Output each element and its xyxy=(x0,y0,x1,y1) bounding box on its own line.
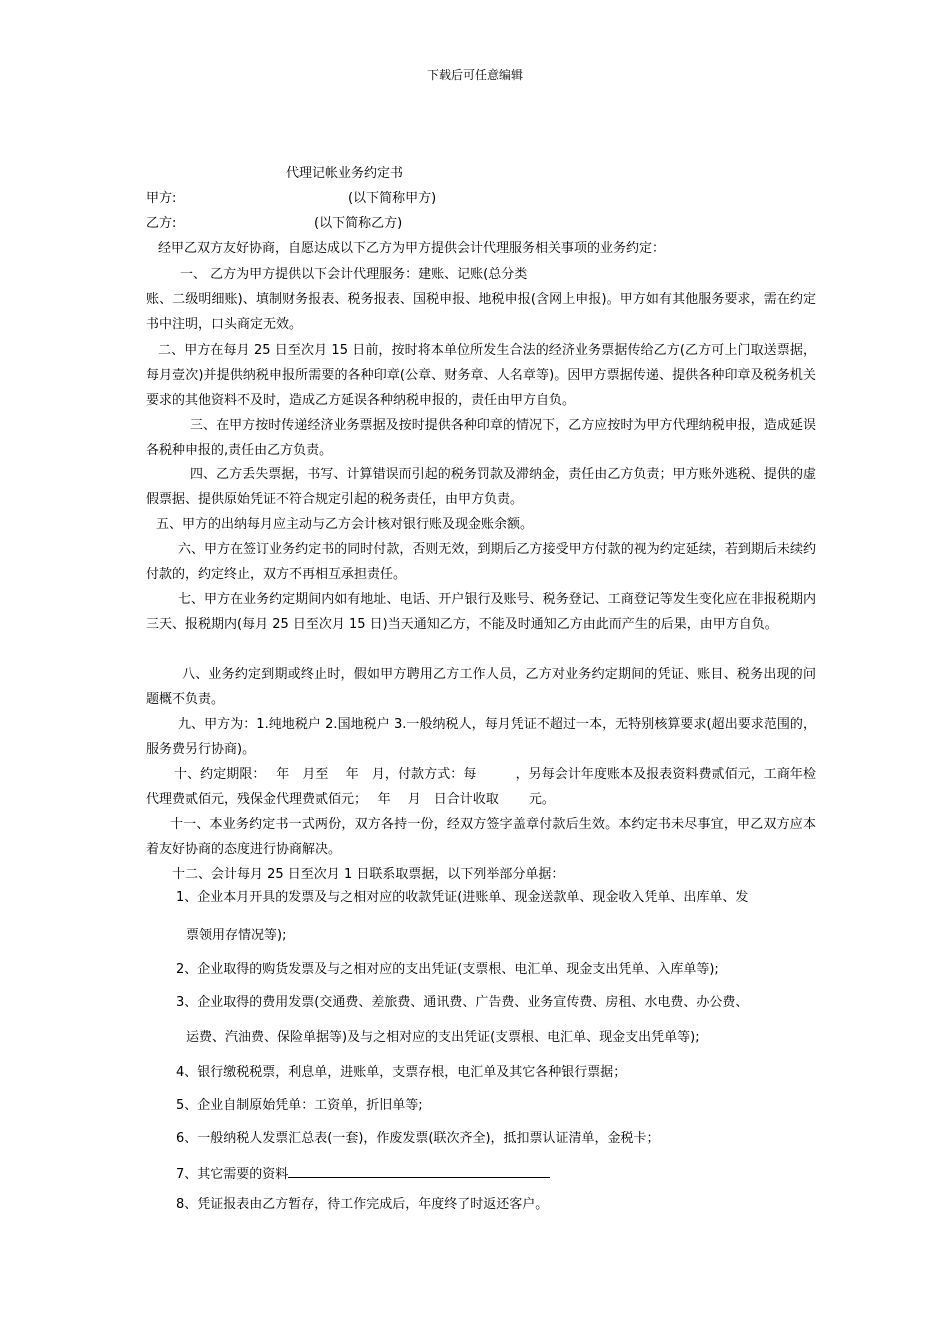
party-b-label: 乙方: xyxy=(146,216,177,231)
clause-7: 七、甲方在业务约定期间内如有地址、电话、开户银行及账号、税务登记、工商登记等发生变化应在非报税期内三天、报税期内(每月 25 日至次月 15 日)当天通知乙方，不能及时通知乙方由此而产生的后果，由甲方自负。 xyxy=(146,592,816,632)
clause-2: 二、甲方在每月 25 日至次月 15 日前，按时将本单位所发生合法的经济业务票据传给乙方(乙方可上门取送票据，每月壹次)并提供纳税申报所需要的各种印章(公章、财务章、人名章等)。因甲方票据传递、提供各种印章及税务机关要求的其他资料不及时，造成乙方延误各种纳税申报的，责任由甲方自负。 xyxy=(146,343,816,408)
document-title: 代理记帐业务约定书 xyxy=(286,166,404,181)
clause-10: 十、约定期限： 年 月至 年 月，付款方式：每 ，另每会计年度账本及报表资料费贰佰元，工商年检代理费贰佰元，残保金代理费贰佰元； 年 月 日合计收取 元。 xyxy=(146,767,816,807)
clause-9: 九、甲方为：1.纯地税户 2.国地税户 3.一般纳税人，每月凭证不超过一本，无特别核算要求(超出要求范围的，服务费另行协商)。 xyxy=(146,717,816,757)
item-3-line-2: 运费、汽油费、保险单据等)及与之相对应的支出凭证(支票根、电汇单、现金支出凭单等); xyxy=(186,1030,700,1045)
item-3-line-1: 3、企业取得的费用发票(交通费、差旅费、通讯费、广告费、业务宣传费、房租、水电费、办公费、 xyxy=(176,995,749,1010)
item-7-label: 7、其它需要的资料 xyxy=(176,1167,289,1182)
page-header: 下载后可任意编辑 xyxy=(426,68,523,82)
party-a-note: (以下简称甲方) xyxy=(348,191,437,206)
clause-4: 四、乙方丢失票据，书写、计算错误而引起的税务罚款及滞纳金，责任由乙方负责；甲方账外逃税、提供的虚假票据、提供原始凭证不符合规定引起的税务责任，由甲方负责。 xyxy=(146,467,816,507)
clause-3: 三、在甲方按时传递经济业务票据及按时提供各种印章的情况下，乙方应按时为甲方代理纳税申报，造成延误各税种申报的,责任由乙方负责。 xyxy=(146,418,816,458)
clause-6: 六、甲方在签订业务约定书的同时付款，否则无效，到期后乙方接受甲方付款的视为约定延续，若到期后未续约付款的，约定终止，双方不再相互承担责任。 xyxy=(146,542,816,582)
clause-1-first-line: 一、 乙方为甲方提供以下会计代理服务：建账、记账(总分类 xyxy=(180,267,528,282)
item-1-line-1: 1、企业本月开具的发票及与之相对应的收款凭证(进账单、现金送款单、现金收入凭单、出库单、发 xyxy=(176,890,749,905)
clause-8: 八、业务约定到期或终止时，假如甲方聘用乙方工作人员，乙方对业务约定期间的凭证、账目、税务出现的问题概不负责。 xyxy=(146,667,816,707)
party-b-note: (以下简称乙方) xyxy=(314,216,403,231)
item-5: 5、企业自制原始凭单：工资单，折旧单等; xyxy=(176,1098,423,1113)
item-6: 6、一般纳税人发票汇总表(一套)，作废发票(联次齐全)，抵扣票认证清单，金税卡； xyxy=(176,1131,660,1146)
item-1-line-2: 票领用存情况等); xyxy=(186,928,287,943)
item-4: 4、银行缴税税票，利息单，进账单，支票存根，电汇单及其它各种银行票据； xyxy=(176,1065,627,1080)
item-7 xyxy=(176,1163,816,1184)
clause-11: 十一、本业务约定书一式两份，双方各持一份，经双方签字盖章付款后生效。本约定书未尽事宜，甲乙双方应本着友好协商的态度进行协商解决。 xyxy=(146,817,816,857)
clause-5: 五、甲方的出纳每月应主动与乙方会计核对银行账及现金账余额。 xyxy=(156,517,534,532)
item-2: 2、企业取得的购货发票及与之相对应的支出凭证(支票根、电汇单、现金支出凭单、入库单等); xyxy=(176,962,719,977)
party-a-label: 甲方: xyxy=(146,191,177,206)
item-7-blank-line xyxy=(288,1163,550,1178)
clause-12: 十二、会计每月 25 日至次月 1 日联系取票据，以下列举部分单据： xyxy=(172,867,565,882)
item-8: 8、凭证报表由乙方暂存，待工作完成后，年度终了时返还客户。 xyxy=(176,1197,549,1212)
clause-1-rest: 账、二级明细账)、填制财务报表、税务报表、国税申报、地税申报(含网上申报)。甲方如有其他服务要求，需在约定书中注明，口头商定无效。 xyxy=(146,292,816,332)
intro-paragraph: 经甲乙双方友好协商，自愿达成以下乙方为甲方提供会计代理服务相关事项的业务约定： xyxy=(158,241,666,256)
